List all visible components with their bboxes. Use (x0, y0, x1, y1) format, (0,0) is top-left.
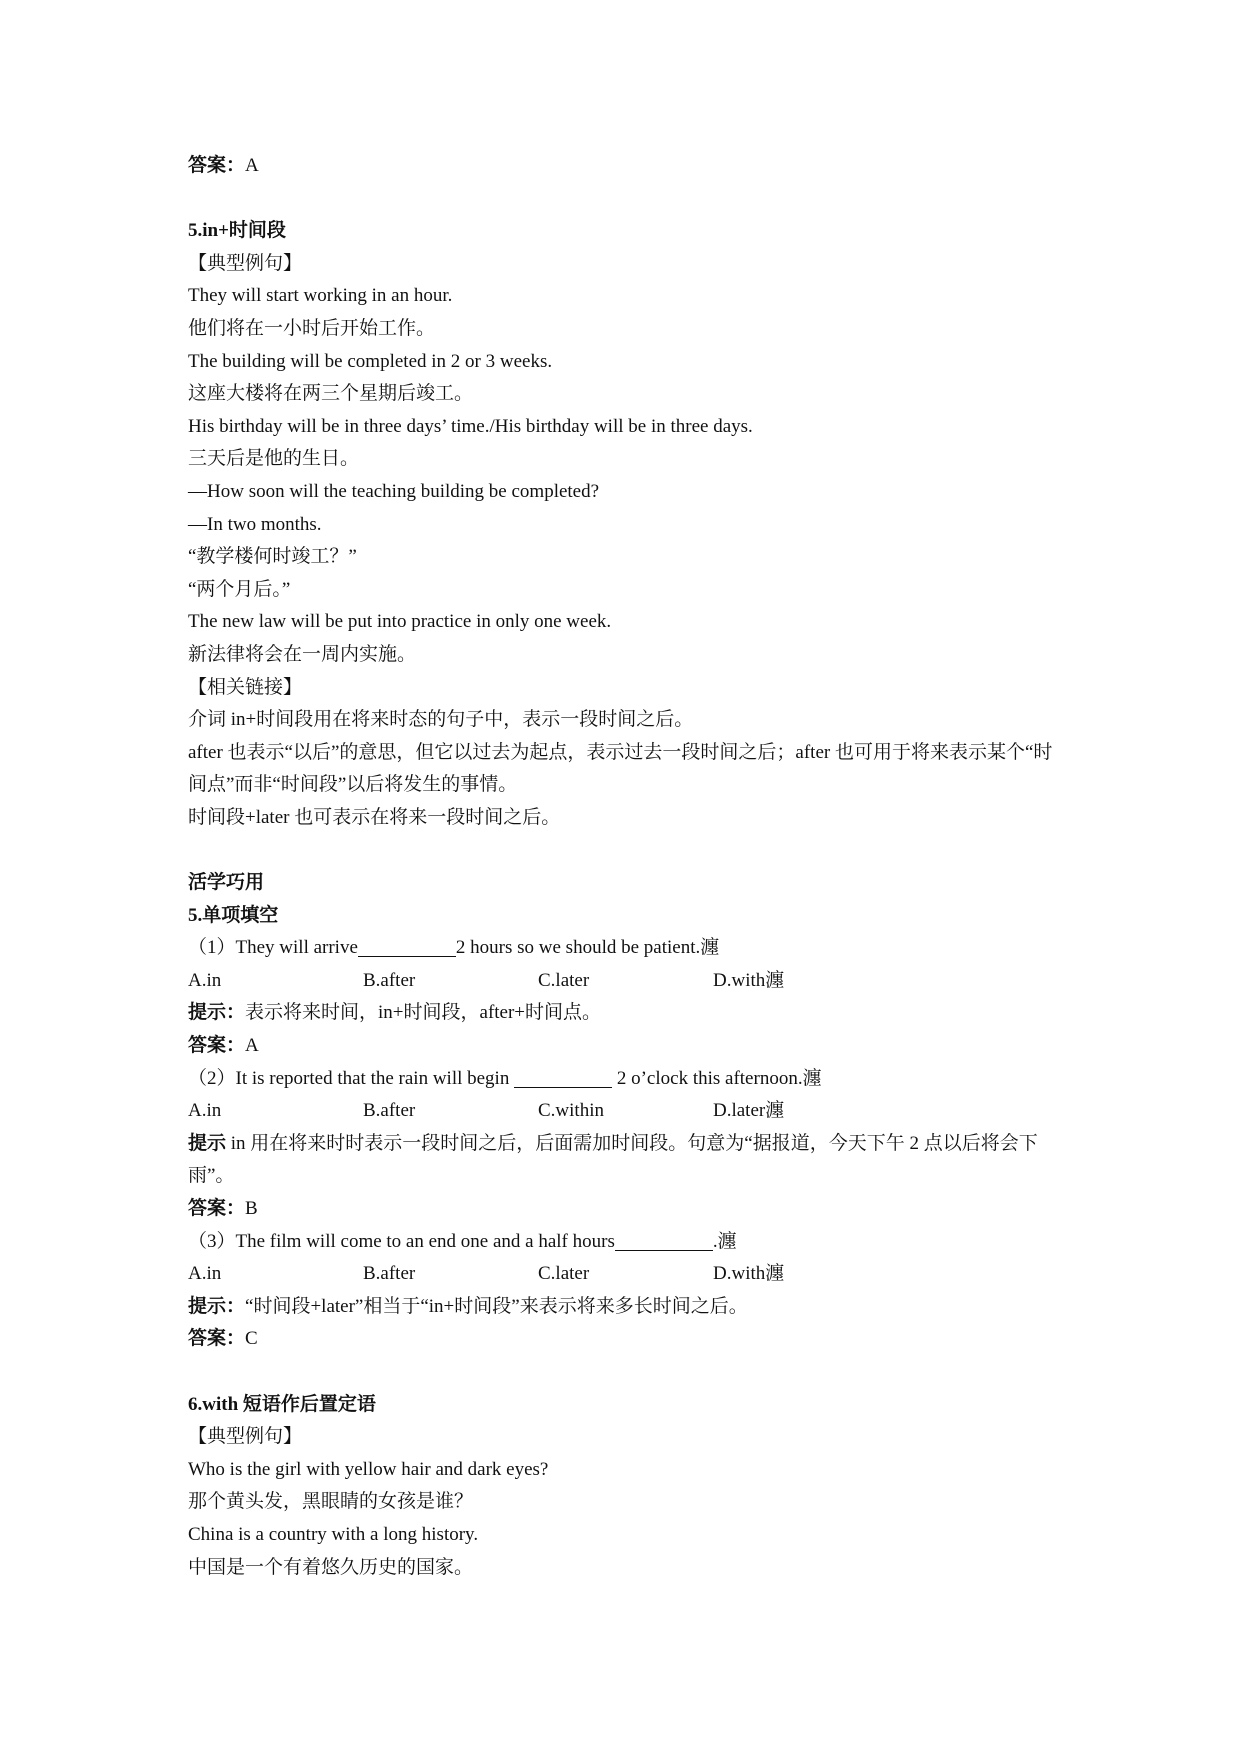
spacer (188, 1356, 1068, 1389)
answer-label: 答案： (188, 155, 246, 176)
subheading: 【典型例句】 (188, 1426, 303, 1448)
exercise-heading: 5.单项填空 (188, 904, 279, 926)
question-stem: （3）The film will come to an end one and a half hours .瀍 (188, 1230, 737, 1252)
example-zh: 那个黄头发，黑眼睛的女孩是谁？ (188, 1491, 474, 1513)
option: C.later (538, 969, 590, 991)
option: A.in (188, 1100, 222, 1122)
note-line: 介词 in+时间段用在将来时态的句子中，表示一段时间之后。 (188, 709, 694, 731)
question-stem: （1）They will arrive 2 hours so we should be patient.瀍 (188, 937, 720, 959)
example-en: They will start working in an hour. (188, 285, 453, 307)
section-heading: 5.in+时间段 (188, 220, 286, 242)
option: D.later瀍 (713, 1100, 785, 1122)
example-en: China is a country with a long history. (188, 1523, 479, 1545)
answer-line: 答案：A (188, 1035, 259, 1057)
document-page (188, 150, 1068, 1584)
answer-blank (358, 936, 456, 957)
example-en: His birthday will be in three days’ time./His birthday will be in three days. (188, 415, 753, 437)
example-en: The building will be completed in 2 or 3 weeks. (188, 350, 553, 372)
example-zh: 中国是一个有着悠久历史的国家。 (188, 1556, 474, 1578)
answer-blank (514, 1067, 612, 1088)
answer-line: 答案：C (188, 1328, 258, 1350)
option: A.in (188, 1263, 222, 1285)
note-paragraph: after 也表示“以后”的意思，但它以过去为起点，表示过去一段时间之后；after 也可用于将来表示某个“时间点”而非“时间段”以后将发生的事情。 (188, 741, 1053, 796)
subheading: 【典型例句】 (188, 252, 303, 274)
dialogue-line: —How soon will the teaching building be completed? (188, 480, 600, 502)
section-heading: 活学巧用 (188, 872, 265, 894)
option: C.within (538, 1100, 604, 1122)
question-stem: （2）It is reported that the rain will begin 2 o’clock this afternoon.瀍 (188, 1067, 822, 1089)
option: A.in (188, 969, 222, 991)
dialogue-zh: “两个月后。” (188, 578, 291, 600)
example-zh: 他们将在一小时后开始工作。 (188, 317, 436, 339)
subheading: 【相关链接】 (188, 676, 303, 698)
option: D.with瀍 (713, 969, 785, 991)
option: C.later (538, 1263, 590, 1285)
option: B.after (363, 1263, 416, 1285)
section-heading: 6.with 短语作后置定语 (188, 1393, 376, 1415)
hint-line: 提示：表示将来时间，in+时间段，after+时间点。 (188, 1002, 602, 1024)
option: B.after (363, 969, 416, 991)
example-zh: 三天后是他的生日。 (188, 448, 360, 470)
option: D.with瀍 (713, 1263, 785, 1285)
answer-value: A (245, 155, 259, 176)
example-zh: 新法律将会在一周内实施。 (188, 643, 417, 665)
option: B.after (363, 1100, 416, 1122)
question-options (188, 1095, 1068, 1128)
answer-blank (615, 1230, 713, 1251)
example-en: The new law will be put into practice in only one week. (188, 611, 612, 633)
example-zh: 这座大楼将在两三个星期后竣工。 (188, 383, 474, 405)
question-options (188, 1258, 1068, 1291)
answer-line (188, 150, 1068, 183)
question-options (188, 965, 1068, 998)
hint-line: 提示：“时间段+later”相当于“in+时间段”来表示将来多长时间之后。 (188, 1295, 748, 1317)
note-line: 时间段+later 也可表示在将来一段时间之后。 (188, 806, 561, 828)
example-en: Who is the girl with yellow hair and dark eyes? (188, 1458, 549, 1480)
dialogue-line: —In two months. (188, 513, 322, 535)
answer-line: 答案：B (188, 1198, 258, 1219)
dialogue-zh: “教学楼何时竣工？” (188, 546, 357, 568)
hint-paragraph: 提示 in 用在将来时时表示一段时间之后，后面需加时间段。句意为“据报道，今天下午 2 点以后将会下雨”。 (188, 1132, 1038, 1187)
spacer (188, 183, 1068, 216)
spacer (188, 834, 1068, 867)
